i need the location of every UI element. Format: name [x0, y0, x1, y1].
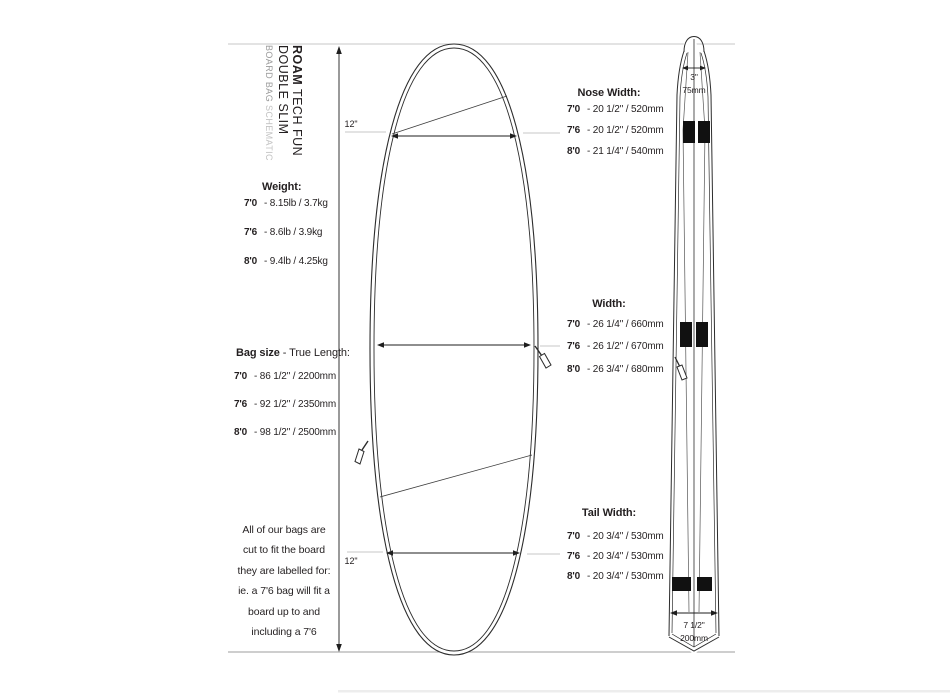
board-top-view — [345, 44, 560, 655]
profile-nose-mm-label: 75mm — [682, 85, 706, 95]
fit-note — [224, 520, 344, 642]
fit-note-line: ie. a 7'6 bag will fit a — [238, 585, 330, 598]
mid-strap-left — [680, 322, 692, 347]
bag-size-row-80: 8'0 - 98 1/2" / 2500mm — [234, 427, 337, 438]
tail-strap-right — [697, 577, 712, 591]
page-divider-line — [338, 690, 950, 693]
nose-width-row-70: 7'0 - 20 1/2" / 520mm — [567, 104, 664, 115]
title-line-1: ROAM TECH FUN — [290, 45, 304, 157]
weight-row-70: 7'0 - 8.15lb / 3.7kg — [244, 198, 328, 209]
mid-strap-right — [696, 322, 708, 347]
bag-size-row-76: 7'6 - 92 1/2" / 2350mm — [234, 399, 337, 410]
bag-size-row-70: 7'0 - 86 1/2" / 2200mm — [234, 371, 337, 382]
schematic-title — [262, 45, 304, 345]
tail-width-row-70: 7'0 - 20 3/4" / 530mm — [567, 531, 664, 542]
nose-width-header: Nose Width: — [577, 87, 641, 99]
tail-width-header: Tail Width: — [581, 507, 637, 519]
fit-note-line: they are labelled for: — [237, 564, 331, 577]
weight-row-80: 8'0 - 9.4lb / 4.25kg — [244, 256, 328, 267]
fit-note-line: All of our bags are — [242, 524, 326, 536]
nose-width-row-76: 7'6 - 20 1/2" / 520mm — [567, 125, 664, 136]
bag-side-profile — [668, 36, 720, 654]
tail-strap-left — [672, 577, 691, 591]
width-row-70: 7'0 - 26 1/4" / 660mm — [567, 319, 664, 330]
tail-width-row-76: 7'6 - 20 3/4" / 530mm — [567, 551, 664, 562]
profile-nose-inches-label: 3" — [690, 72, 698, 82]
nose-width-row-80: 8'0 - 21 1/4" / 540mm — [567, 146, 664, 157]
title-line-3: BOARD BAG SCHEMATIC — [264, 45, 274, 161]
width-header: Width: — [592, 298, 626, 310]
nose-strap-left — [683, 121, 695, 143]
width-row-80: 8'0 - 26 3/4" / 680mm — [567, 364, 664, 375]
nose-offset-label: 12" — [344, 119, 358, 129]
tail-offset-label: 12" — [344, 556, 358, 566]
left-zipper-pull — [355, 441, 368, 464]
profile-tail-mm-label: 200mm — [680, 633, 708, 643]
fit-note-line: cut to fit the board — [242, 544, 326, 557]
weight-header: Weight: — [262, 181, 302, 193]
brand-name: ROAM — [290, 45, 304, 86]
nose-strap-right — [698, 121, 710, 143]
title-line-2: DOUBLE SLIM — [276, 45, 290, 135]
weight-row-76: 7'6 - 8.6lb / 3.9kg — [244, 227, 323, 238]
fit-note-line: board up to and — [247, 605, 321, 618]
tail-width-row-80: 8'0 - 20 3/4" / 530mm — [567, 571, 664, 582]
width-row-76: 7'6 - 26 1/2" / 670mm — [567, 341, 664, 352]
fit-note-line: including a 7'6 — [251, 626, 317, 639]
bag-size-header: Bag size - True Length: — [236, 347, 350, 359]
profile-tail-inches-label: 7 1/2" — [683, 620, 705, 630]
